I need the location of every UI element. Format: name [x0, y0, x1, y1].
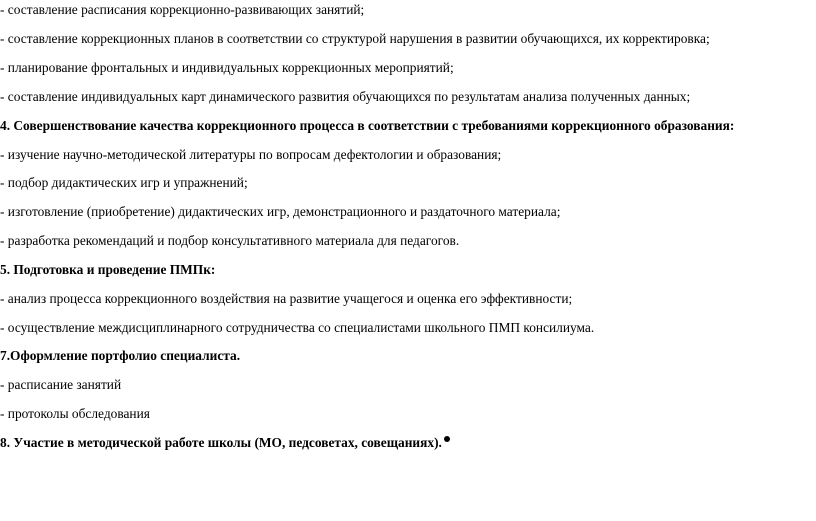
section-heading: 5. Подготовка и проведение ПМПк:: [0, 262, 216, 277]
list-item: - изготовление (приобретение) дидактических игр, демонстрационного и раздаточного материала;: [0, 204, 561, 219]
list-item: - составление коррекционных планов в соответствии со структурой нарушения в развитии обучающихся, их корректировка;: [0, 31, 710, 46]
list-item: - составление расписания коррекционно-развивающих занятий;: [0, 2, 365, 17]
list-item: - подбор дидактических игр и упражнений;: [0, 175, 248, 190]
bullet-dot-icon: [444, 436, 450, 442]
list-item: - анализ процесса коррекционного воздействия на развитие учащегося и оценка его эффективности;: [0, 291, 573, 306]
list-item: - расписание занятий: [0, 377, 122, 392]
list-item: - планирование фронтальных и индивидуальных коррекционных мероприятий;: [0, 60, 454, 75]
list-item: - составление индивидуальных карт динамического развития обучающихся по результатам анализа полученных данных;: [0, 89, 691, 104]
list-item: - разработка рекомендаций и подбор консультативного материала для педагогов.: [0, 233, 460, 248]
list-item: - изучение научно-методической литературы по вопросам дефектологии и образования;: [0, 147, 502, 162]
section-heading: 4. Совершенствование качества коррекционного процесса в соответствии с требованиями коррекционного образования:: [0, 118, 735, 133]
section-heading-text: 8. Участие в методической работе школы (МО, педсоветах, совещаниях).: [0, 435, 442, 450]
list-item: - протоколы обследования: [0, 406, 150, 421]
list-item: - осуществление междисциплинарного сотрудничества со специалистами школьного ПМП консилиума.: [0, 320, 595, 335]
section-heading: 7.Оформление портфолио специалиста.: [0, 348, 241, 363]
section-heading: [0, 435, 450, 451]
